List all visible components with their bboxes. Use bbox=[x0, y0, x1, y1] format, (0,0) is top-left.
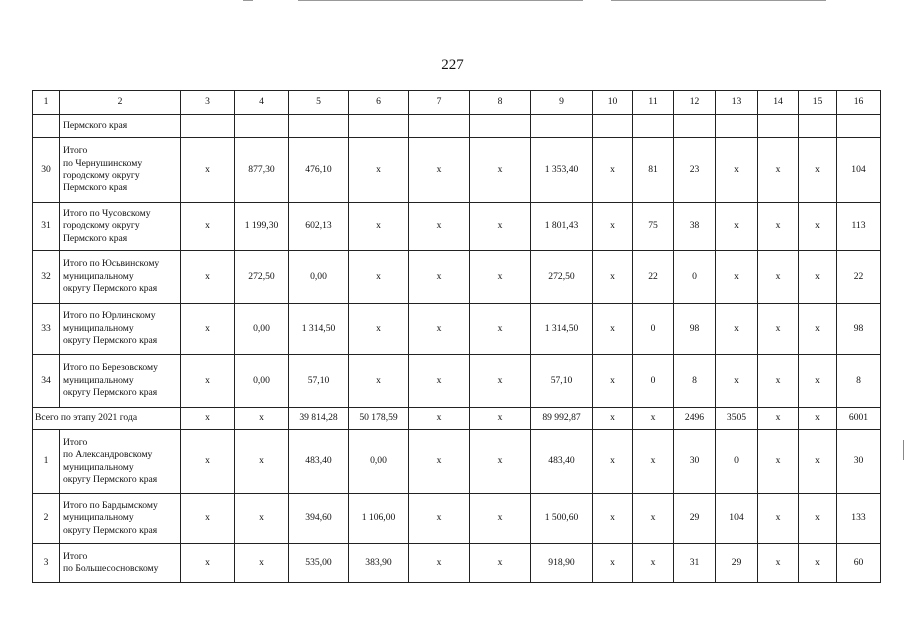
column-header: 15 bbox=[799, 91, 837, 115]
table-cell: 22 bbox=[837, 251, 881, 304]
table-cell: 394,60 bbox=[289, 494, 349, 544]
table-cell: 57,10 bbox=[531, 355, 593, 408]
table-cell bbox=[674, 115, 716, 138]
table-cell: х bbox=[409, 408, 470, 430]
column-header: 14 bbox=[758, 91, 799, 115]
table-cell: х bbox=[470, 430, 531, 494]
data-table bbox=[32, 90, 881, 583]
table-cell bbox=[799, 115, 837, 138]
table-cell: х bbox=[409, 138, 470, 203]
table-cell: 75 bbox=[633, 203, 674, 251]
table-cell bbox=[531, 115, 593, 138]
table-cell: 81 bbox=[633, 138, 674, 203]
table-cell: 98 bbox=[674, 304, 716, 355]
table-cell: 113 bbox=[837, 203, 881, 251]
table-cell: 104 bbox=[837, 138, 881, 203]
table-cell: х bbox=[181, 408, 235, 430]
table-cell: х bbox=[235, 408, 289, 430]
column-header: 10 bbox=[593, 91, 633, 115]
table-cell: х bbox=[235, 544, 289, 583]
table-cell: х bbox=[716, 355, 758, 408]
municipality-name: Итого по Юрлинскому муниципальному округу Пермского края bbox=[60, 304, 181, 355]
table-cell: 602,13 bbox=[289, 203, 349, 251]
municipality-name: Итого по Большесосновскому bbox=[60, 544, 181, 583]
table-cell: х bbox=[799, 138, 837, 203]
table-cell: х bbox=[799, 355, 837, 408]
column-number-row bbox=[33, 91, 881, 115]
table-cell: х bbox=[593, 251, 633, 304]
table-cell bbox=[593, 115, 633, 138]
row-number: 2 bbox=[33, 494, 60, 544]
table-cell: 8 bbox=[674, 355, 716, 408]
table-cell bbox=[409, 115, 470, 138]
table-cell: х bbox=[633, 494, 674, 544]
table-cell: 57,10 bbox=[289, 355, 349, 408]
table-cell: 0,00 bbox=[235, 304, 289, 355]
column-header: 3 bbox=[181, 91, 235, 115]
table-cell: 0 bbox=[633, 355, 674, 408]
table-cell: х bbox=[799, 304, 837, 355]
row-number: 33 bbox=[33, 304, 60, 355]
table-cell: х bbox=[593, 203, 633, 251]
scan-edge-mark bbox=[243, 0, 253, 1]
municipality-name: Итого по Чернушинскому городскому округу Пермского края bbox=[60, 138, 181, 203]
table-cell: х bbox=[409, 430, 470, 494]
table-cell: х bbox=[593, 138, 633, 203]
table-cell bbox=[470, 115, 531, 138]
table-cell bbox=[633, 115, 674, 138]
table-row bbox=[33, 355, 881, 408]
column-header: 16 bbox=[837, 91, 881, 115]
table-cell bbox=[837, 115, 881, 138]
table-cell: х bbox=[409, 304, 470, 355]
table-row bbox=[33, 430, 881, 494]
table-cell: 8 bbox=[837, 355, 881, 408]
table-cell: х bbox=[799, 408, 837, 430]
table-cell: 60 bbox=[837, 544, 881, 583]
table-cell: 476,10 bbox=[289, 138, 349, 203]
table-cell: х bbox=[181, 251, 235, 304]
scan-margin-mark bbox=[903, 440, 904, 460]
table-row bbox=[33, 304, 881, 355]
table-cell: х bbox=[409, 203, 470, 251]
table-cell: 30 bbox=[674, 430, 716, 494]
table-cell: х bbox=[181, 430, 235, 494]
table-cell: х bbox=[349, 251, 409, 304]
column-header: 1 bbox=[33, 91, 60, 115]
row-number: 30 bbox=[33, 138, 60, 203]
column-header: 11 bbox=[633, 91, 674, 115]
row-number: 1 bbox=[33, 430, 60, 494]
table-cell: 3505 bbox=[716, 408, 758, 430]
table-cell: 89 992,87 bbox=[531, 408, 593, 430]
table-cell: х bbox=[593, 494, 633, 544]
table-cell: х bbox=[181, 544, 235, 583]
table-cell: 918,90 bbox=[531, 544, 593, 583]
table-cell: 6001 bbox=[837, 408, 881, 430]
table-cell: х bbox=[716, 138, 758, 203]
column-header: 2 bbox=[60, 91, 181, 115]
municipality-name: Итого по Бардымскому муниципальному округу Пермского края bbox=[60, 494, 181, 544]
table-cell bbox=[33, 115, 60, 138]
municipality-name: Итого по Чусовскому городскому округу Пермского края bbox=[60, 203, 181, 251]
table-cell: 0 bbox=[674, 251, 716, 304]
table-cell: 383,90 bbox=[349, 544, 409, 583]
table-cell: х bbox=[799, 544, 837, 583]
table-cell: х bbox=[181, 494, 235, 544]
municipality-name: Итого по Александровскому муниципальному округу Пермского края bbox=[60, 430, 181, 494]
table-cell: 1 106,00 bbox=[349, 494, 409, 544]
table-row bbox=[33, 138, 881, 203]
table-cell: 1 314,50 bbox=[289, 304, 349, 355]
table-cell: х bbox=[758, 494, 799, 544]
table-cell: х bbox=[758, 138, 799, 203]
table-cell: х bbox=[470, 544, 531, 583]
table-cell: х bbox=[470, 304, 531, 355]
table-cell: х bbox=[758, 355, 799, 408]
table-cell: 2496 bbox=[674, 408, 716, 430]
table-cell: х bbox=[716, 304, 758, 355]
table-cell: х bbox=[799, 203, 837, 251]
table-cell: 133 bbox=[837, 494, 881, 544]
table-cell: х bbox=[758, 203, 799, 251]
table-cell: х bbox=[349, 304, 409, 355]
table-cell: 38 bbox=[674, 203, 716, 251]
table-cell: х bbox=[470, 408, 531, 430]
table-cell: х bbox=[235, 494, 289, 544]
table-cell: х bbox=[181, 203, 235, 251]
table-cell: х bbox=[593, 408, 633, 430]
municipality-name: Итого по Березовскому муниципальному округу Пермского края bbox=[60, 355, 181, 408]
table-cell: 1 353,40 bbox=[531, 138, 593, 203]
table-cell: 272,50 bbox=[531, 251, 593, 304]
table-cell: 23 bbox=[674, 138, 716, 203]
table-cell: 1 801,43 bbox=[531, 203, 593, 251]
column-header: 12 bbox=[674, 91, 716, 115]
continuation-row bbox=[33, 115, 881, 138]
table-cell: 31 bbox=[674, 544, 716, 583]
table-cell bbox=[235, 115, 289, 138]
table-cell: х bbox=[470, 494, 531, 544]
table-cell: 1 199,30 bbox=[235, 203, 289, 251]
table-cell: х bbox=[409, 494, 470, 544]
table-cell: х bbox=[349, 203, 409, 251]
table-cell: х bbox=[593, 304, 633, 355]
table-cell: 1 314,50 bbox=[531, 304, 593, 355]
table-cell: х bbox=[349, 355, 409, 408]
table-cell bbox=[716, 115, 758, 138]
table-cell: 30 bbox=[837, 430, 881, 494]
table-cell bbox=[758, 115, 799, 138]
table-cell: х bbox=[758, 430, 799, 494]
table-cell: х bbox=[470, 251, 531, 304]
table-cell: х bbox=[716, 251, 758, 304]
table-cell: х bbox=[593, 355, 633, 408]
table-cell: 272,50 bbox=[235, 251, 289, 304]
table-cell: х bbox=[593, 544, 633, 583]
table-cell: х bbox=[633, 430, 674, 494]
table-cell: х bbox=[758, 544, 799, 583]
table-cell: 877,30 bbox=[235, 138, 289, 203]
table-cell: х bbox=[181, 138, 235, 203]
table-row bbox=[33, 203, 881, 251]
table-cell: 0 bbox=[633, 304, 674, 355]
table-cell: 50 178,59 bbox=[349, 408, 409, 430]
table-cell: х bbox=[593, 430, 633, 494]
table-cell: х bbox=[799, 494, 837, 544]
table-cell: 483,40 bbox=[289, 430, 349, 494]
table-cell: х bbox=[799, 251, 837, 304]
table-cell: х bbox=[758, 304, 799, 355]
column-header: 8 bbox=[470, 91, 531, 115]
column-header: 13 bbox=[716, 91, 758, 115]
table-cell: х bbox=[470, 355, 531, 408]
table-cell: 0,00 bbox=[235, 355, 289, 408]
table-cell: 39 814,28 bbox=[289, 408, 349, 430]
table-cell: 483,40 bbox=[531, 430, 593, 494]
scan-edge-line bbox=[611, 0, 826, 1]
table-cell: х bbox=[716, 203, 758, 251]
row-number: 34 bbox=[33, 355, 60, 408]
column-header: 7 bbox=[409, 91, 470, 115]
table-cell: х bbox=[799, 430, 837, 494]
scan-edge-line bbox=[298, 0, 583, 1]
page-number: 227 bbox=[441, 57, 464, 73]
table-cell: х bbox=[409, 355, 470, 408]
table-cell: х bbox=[409, 251, 470, 304]
table-cell: 0,00 bbox=[289, 251, 349, 304]
table-row bbox=[33, 251, 881, 304]
table-cell: 98 bbox=[837, 304, 881, 355]
table-cell: 29 bbox=[674, 494, 716, 544]
column-header: 4 bbox=[235, 91, 289, 115]
table-cell: х bbox=[633, 408, 674, 430]
table-cell: х bbox=[181, 355, 235, 408]
row-number: 32 bbox=[33, 251, 60, 304]
total-label: Всего по этапу 2021 года bbox=[33, 408, 181, 430]
column-header: 6 bbox=[349, 91, 409, 115]
column-header: 9 bbox=[531, 91, 593, 115]
column-header: 5 bbox=[289, 91, 349, 115]
table-cell bbox=[289, 115, 349, 138]
table-cell: х bbox=[470, 203, 531, 251]
table-cell bbox=[349, 115, 409, 138]
table-cell: х bbox=[181, 304, 235, 355]
table-cell: 1 500,60 bbox=[531, 494, 593, 544]
table-cell: х bbox=[470, 138, 531, 203]
table-cell: х bbox=[349, 138, 409, 203]
table-cell: х bbox=[409, 544, 470, 583]
table-cell: х bbox=[633, 544, 674, 583]
row-number: 3 bbox=[33, 544, 60, 583]
table-cell: 22 bbox=[633, 251, 674, 304]
table-cell: х bbox=[235, 430, 289, 494]
table-cell: 104 bbox=[716, 494, 758, 544]
table-cell: 0,00 bbox=[349, 430, 409, 494]
table-cell bbox=[181, 115, 235, 138]
total-row bbox=[33, 408, 881, 430]
municipality-name: Итого по Юсьвинскому муниципальному округу Пермского края bbox=[60, 251, 181, 304]
table-cell: х bbox=[758, 408, 799, 430]
table-cell: х bbox=[758, 251, 799, 304]
table-row bbox=[33, 494, 881, 544]
table-cell: 29 bbox=[716, 544, 758, 583]
table-cell: 535,00 bbox=[289, 544, 349, 583]
row-number: 31 bbox=[33, 203, 60, 251]
table-cell: 0 bbox=[716, 430, 758, 494]
continuation-label: Пермского края bbox=[60, 115, 181, 138]
table-row bbox=[33, 544, 881, 583]
